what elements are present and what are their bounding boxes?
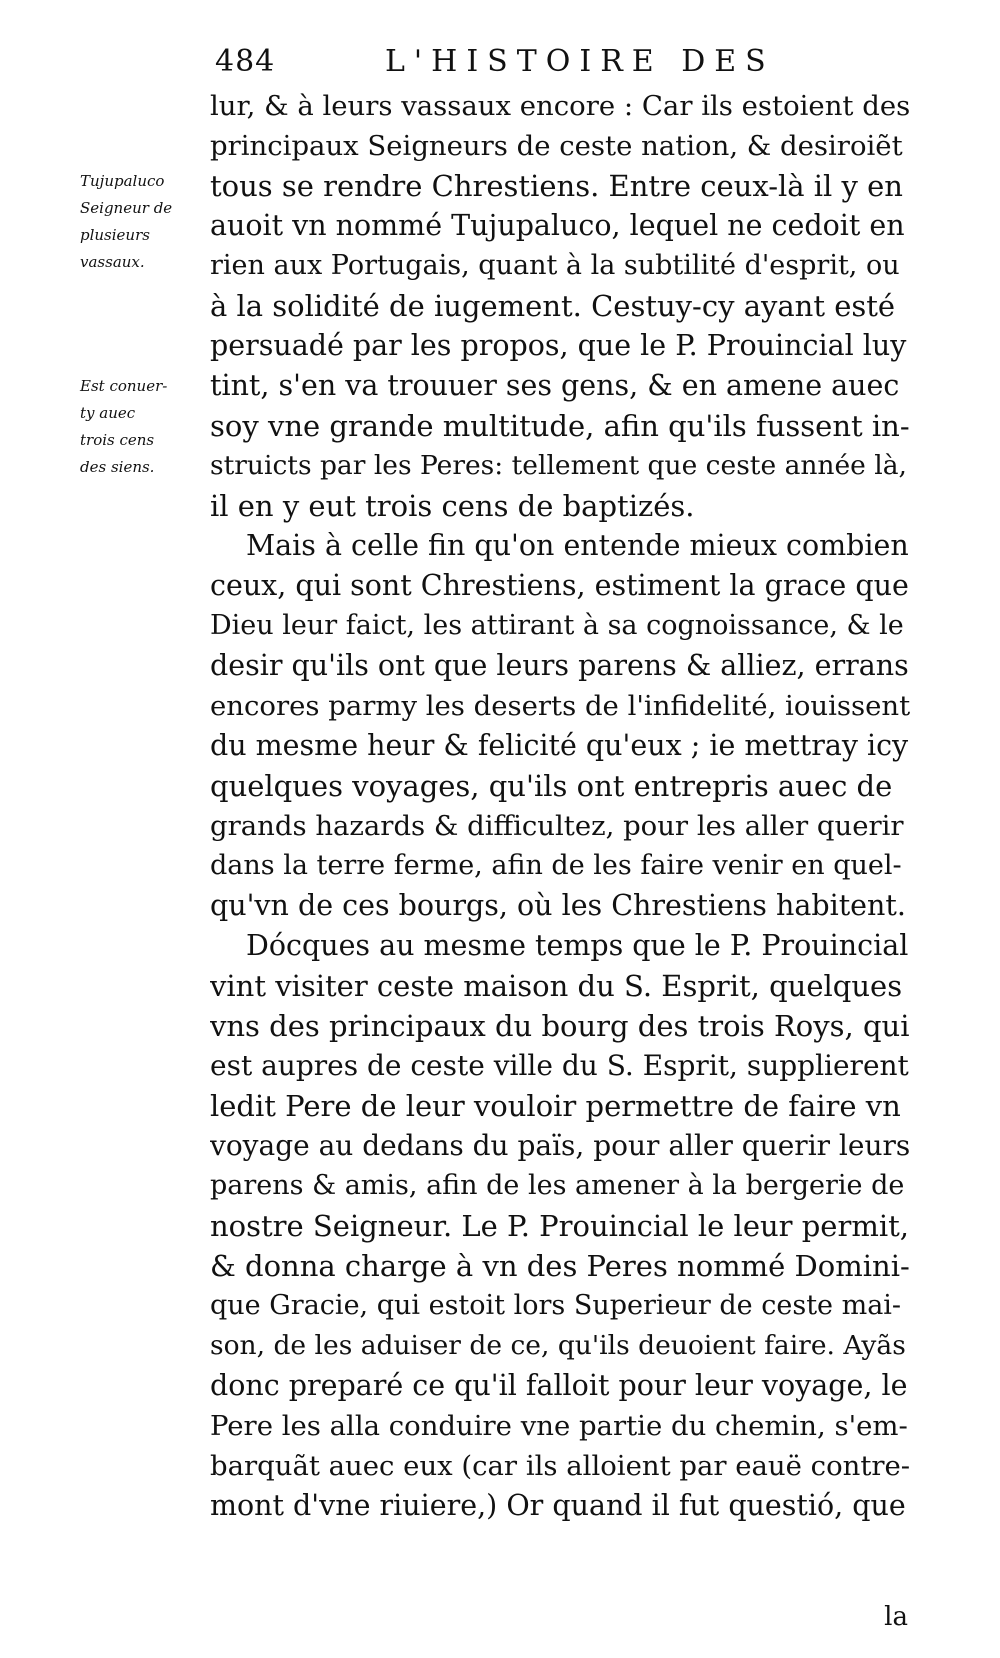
text-line: que Gracie, qui estoit lors Superieur de ceste mai-	[210, 1290, 902, 1321]
running-head	[215, 44, 880, 88]
text-line: persuadé par les propos, que le P. Prouincial luy	[210, 329, 907, 362]
text-line: barquãt auec eux (car ils alloient par eauë contre-	[210, 1450, 910, 1482]
text-line: il en y eut trois cens de baptizés.	[210, 489, 695, 523]
text-line: est aupres de ceste ville du S. Esprit, supplierent	[210, 1049, 909, 1082]
text-line: quelques voyages, qu'ils ont entrepris auec de	[210, 769, 893, 803]
text-line: rien aux Portugais, quant à la subtilité d'esprit, ou	[210, 250, 900, 281]
text-line: Pere les alla conduire vne partie du chemin, s'em-	[210, 1410, 908, 1442]
marginal-note-tujupaluco	[80, 168, 208, 276]
text-line: parens & amis, afin de les amener à la bergerie de	[210, 1170, 905, 1201]
text-line: tous se rendre Chrestiens. Entre ceux-là il y en	[210, 169, 903, 203]
text-line: du mesme heur & felicité qu'eux ; ie mettray icy	[210, 729, 909, 762]
text-line: & donna charge à vn des Peres nommé Domini-	[210, 1249, 910, 1283]
note-line: Tujupaluco	[80, 172, 165, 190]
text-line: soy vne grande multitude, afin qu'ils fussent in-	[210, 409, 910, 443]
text-line: à la solidité de iugement. Cestuy-cy ayant esté	[210, 289, 896, 323]
text-line: mont d'vne riuiere,) Or quand il fut questió, que	[210, 1489, 906, 1522]
text-line: desir qu'ils ont que leurs parens & alliez, errans	[210, 649, 909, 682]
text-line: Dieu leur faict, les attirant à sa cognoissance, & le	[210, 610, 904, 641]
text-line: struicts par les Peres: tellement que ceste année là,	[210, 450, 907, 481]
catchword: la	[884, 1602, 908, 1632]
text-line: son, de les aduiser de ce, qu'ils deuoient faire. Ayãs	[210, 1330, 906, 1361]
text-line: auoit vn nommé Tujupaluco, lequel ne cedoit en	[210, 209, 905, 242]
note-line: vassaux.	[80, 253, 145, 271]
text-line: ceux, qui sont Chrestiens, estiment la grace que	[210, 569, 909, 602]
text-line: tint, s'en va trouuer ses gens, & en amene auec	[210, 369, 900, 402]
running-title: L'HISTOIRE DES	[385, 44, 775, 79]
text-line: vns des principaux du bourg des trois Roys, qui	[210, 1009, 910, 1043]
note-line: ty auec	[80, 404, 136, 422]
note-line: trois cens	[80, 431, 155, 449]
text-line: encores parmy les deserts de l'infidelité, iouissent	[210, 690, 910, 722]
text-line: nostre Seigneur. Le P. Prouincial le leur permit,	[210, 1209, 909, 1243]
page-number: 484	[215, 44, 276, 79]
text-line: lur, & à leurs vassaux encore : Car ils estoient des	[210, 90, 910, 122]
marginal-note-conversion	[80, 373, 208, 481]
text-line: vint visiter ceste maison du S. Esprit, quelques	[210, 969, 903, 1003]
text-line: dans la terre ferme, afin de les faire venir en quel-	[210, 850, 902, 881]
text-line: donc preparé ce qu'il falloit pour leur voyage, le	[210, 1369, 908, 1402]
text-line: qu'vn de ces bourgs, où les Chrestiens habitent.	[210, 889, 906, 922]
note-line: Est conuer-	[80, 377, 168, 395]
note-line: des siens.	[80, 458, 155, 476]
text-line: principaux Seigneurs de ceste nation, & desiroiẽt	[210, 130, 903, 162]
text-line: ledit Pere de leur vouloir permettre de faire vn	[210, 1089, 901, 1123]
note-line: Seigneur de	[80, 199, 173, 217]
text-line: voyage au dedans du païs, pour aller querir leurs	[210, 1129, 910, 1162]
paragraph-start-line: Dócques au mesme temps que le P. Prouincial	[246, 929, 909, 962]
paragraph-start-line: Mais à celle fin qu'on entende mieux combien	[246, 529, 909, 562]
note-line: plusieurs	[80, 226, 150, 244]
text-line: grands hazards & difficultez, pour les aller querir	[210, 810, 904, 842]
